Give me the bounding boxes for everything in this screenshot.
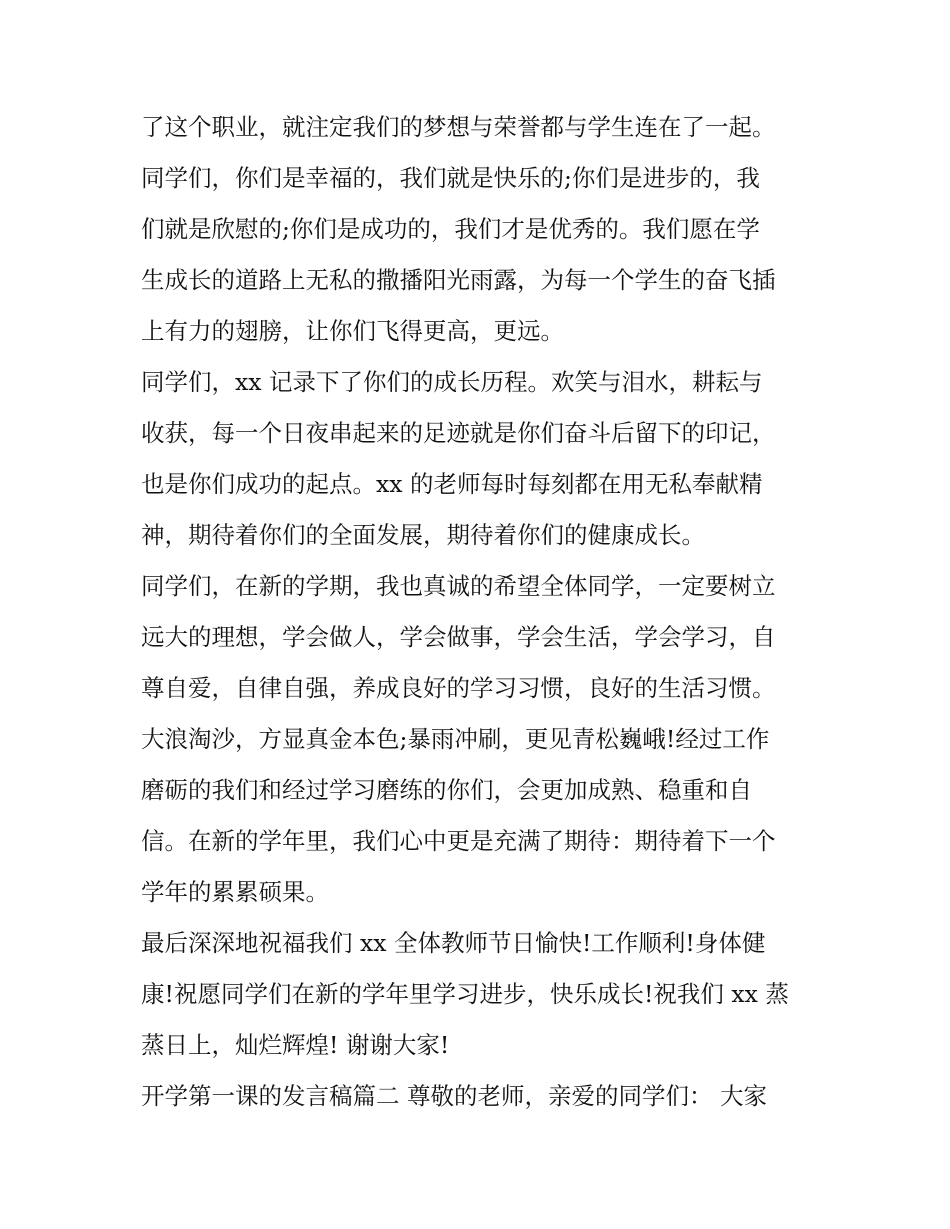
text-line: 远大的理想，学会做人，学会做事，学会生活，学会学习，自 [141,623,776,651]
text-line: 同学们，在新的学期，我也真诚的希望全体同学，一定要树立 [141,572,776,600]
text-line: 信。在新的学年里，我们心中更是充满了期待：期待着下一个 [141,827,776,855]
text-line: 收获，每一个日夜串起来的足迹就是你们奋斗后留下的印记， [141,419,776,447]
text-line: 蒸日上，灿烂辉煌! 谢谢大家! [141,1031,450,1059]
text-line: 学年的累累硕果。 [141,878,329,906]
text-line: 尊自爱，自律自强，养成良好的学习习惯，良好的生活习惯。 [141,674,776,702]
text-line: 神，期待着你们的全面发展，期待着你们的健康成长。 [141,521,705,549]
text-line: 们就是欣慰的;你们是成功的，我们才是优秀的。我们愿在学 [141,215,760,243]
document-body [141,102,821,1122]
text-line: 开学第一课的发言稿篇二 尊敬的老师，亲爱的同学们： 大家 [141,1082,767,1110]
text-line: 大浪淘沙，方显真金本色;暴雨冲刷，更见青松巍峨!经过工作 [141,725,770,753]
text-line: 同学们，你们是幸福的，我们就是快乐的;你们是进步的，我 [141,164,760,192]
text-line: 上有力的翅膀，让你们飞得更高，更远。 [141,317,564,345]
text-line: 最后深深地祝福我们 xx 全体教师节日愉快!工作顺利!身体健 [141,929,766,957]
text-line: 生成长的道路上无私的撒播阳光雨露，为每一个学生的奋飞插 [141,266,776,294]
text-line: 了这个职业，就注定我们的梦想与荣誉都与学生连在了一起。 [141,113,776,141]
text-line: 同学们，xx 记录下了你们的成长历程。欢笑与泪水，耕耘与 [141,368,763,396]
text-line: 康!祝愿同学们在新的学年里学习进步，快乐成长!祝我们 xx 蒸 [141,980,789,1008]
text-line: 也是你们成功的起点。xx 的老师每时每刻都在用无私奉献精 [141,470,763,498]
text-line: 磨砺的我们和经过学习磨练的你们，会更加成熟、稳重和自 [141,776,752,804]
